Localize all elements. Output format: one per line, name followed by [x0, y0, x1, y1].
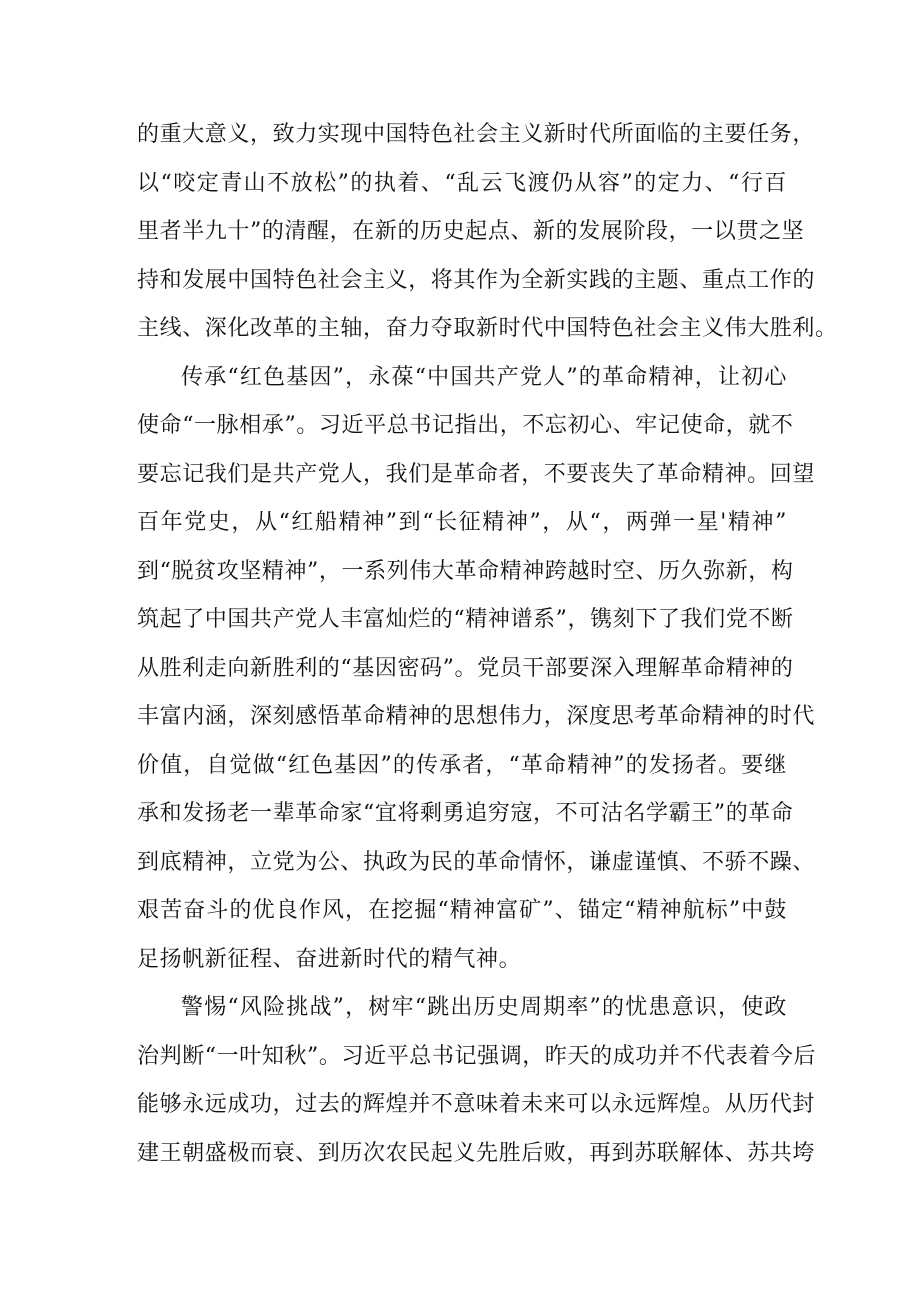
text-line: 传承“红色基因”，永葆“中国共产党人”的革命精神，让初心: [181, 364, 787, 390]
text-line: 持和发展中国特色社会主义，将其作为全新实践的主题、重点工作的: [137, 267, 816, 293]
paragraph-3: [137, 984, 817, 1178]
text-line: 价值，自觉做“红色基因”的传承者，“革命精神”的发扬者。要继: [137, 752, 787, 778]
text-line: 能够永远成功，过去的辉煌并不意味着未来可以永远辉煌。从历代封: [137, 1092, 816, 1117]
text-line: 筑起了中国共产党人丰富灿烂的“精神谱系”，镌刻下了我们党不断: [137, 607, 794, 632]
body-text: [137, 111, 838, 1178]
paragraph-2: [137, 354, 816, 985]
text-line: 到“脱贫攻坚精神”，一系列伟大革命精神跨越时空、历久弥新，构: [137, 558, 794, 584]
text-line: 以“咬定青山不放松”的执着、“乱云飞渡仍从容”的定力、“行百: [137, 170, 787, 196]
text-line: 要忘记我们是共产党人，我们是革命者，不要丧失了革命精神。回望: [137, 461, 816, 487]
text-line: 从胜利走向新胜利的“基因密码”。党员干部要深入理解革命精神的: [137, 655, 794, 681]
text-line: 使命“一脉相承”。习近平总书记指出，不忘初心、牢记使命，就不: [137, 413, 794, 438]
text-line: 艰苦奋斗的优良作风，在挖掘“精神富矿”、锚定“精神航标”中鼓: [137, 898, 787, 923]
text-line: 到底精神，立党为公、执政为民的革命情怀，谦虚谨慎、不骄不躁、: [137, 849, 816, 875]
text-line: 百年党史，从“红船精神”到“长征精神”，从“，两弹一星'精神”: [137, 510, 787, 535]
text-line: 丰富内涵，深刻感悟革命精神的思想伟力，深度思考革命精神的时代: [137, 704, 816, 729]
paragraph-1: [137, 111, 838, 354]
text-line: 承和发扬老一辈革命家“宜将剩勇追穷寇，不可沽名学霸王”的革命: [137, 801, 794, 826]
text-line: 里者半九十”的清醒，在新的历史起点、新的发展阶段，一以贯之坚: [137, 219, 805, 244]
text-line: 足扬帆新征程、奋进新时代的精气神。: [137, 946, 522, 972]
text-line: 建王朝盛极而衰、到历次农民起义先胜后败，再到苏联解体、苏共垮: [137, 1140, 816, 1166]
text-line: 警惕“风险挑战”，树牢“跳出历史周期率”的忧患意识，使政: [181, 995, 787, 1020]
text-line: 主线、深化改革的主轴，奋力夺取新时代中国特色社会主义伟大胜利。: [137, 316, 838, 341]
text-line: 的重大意义，致力实现中国特色社会主义新时代所面临的主要任务，: [137, 122, 816, 147]
text-line: 治判断“一叶知秋”。习近平总书记强调，昨天的成功并不代表着今后: [137, 1043, 817, 1069]
